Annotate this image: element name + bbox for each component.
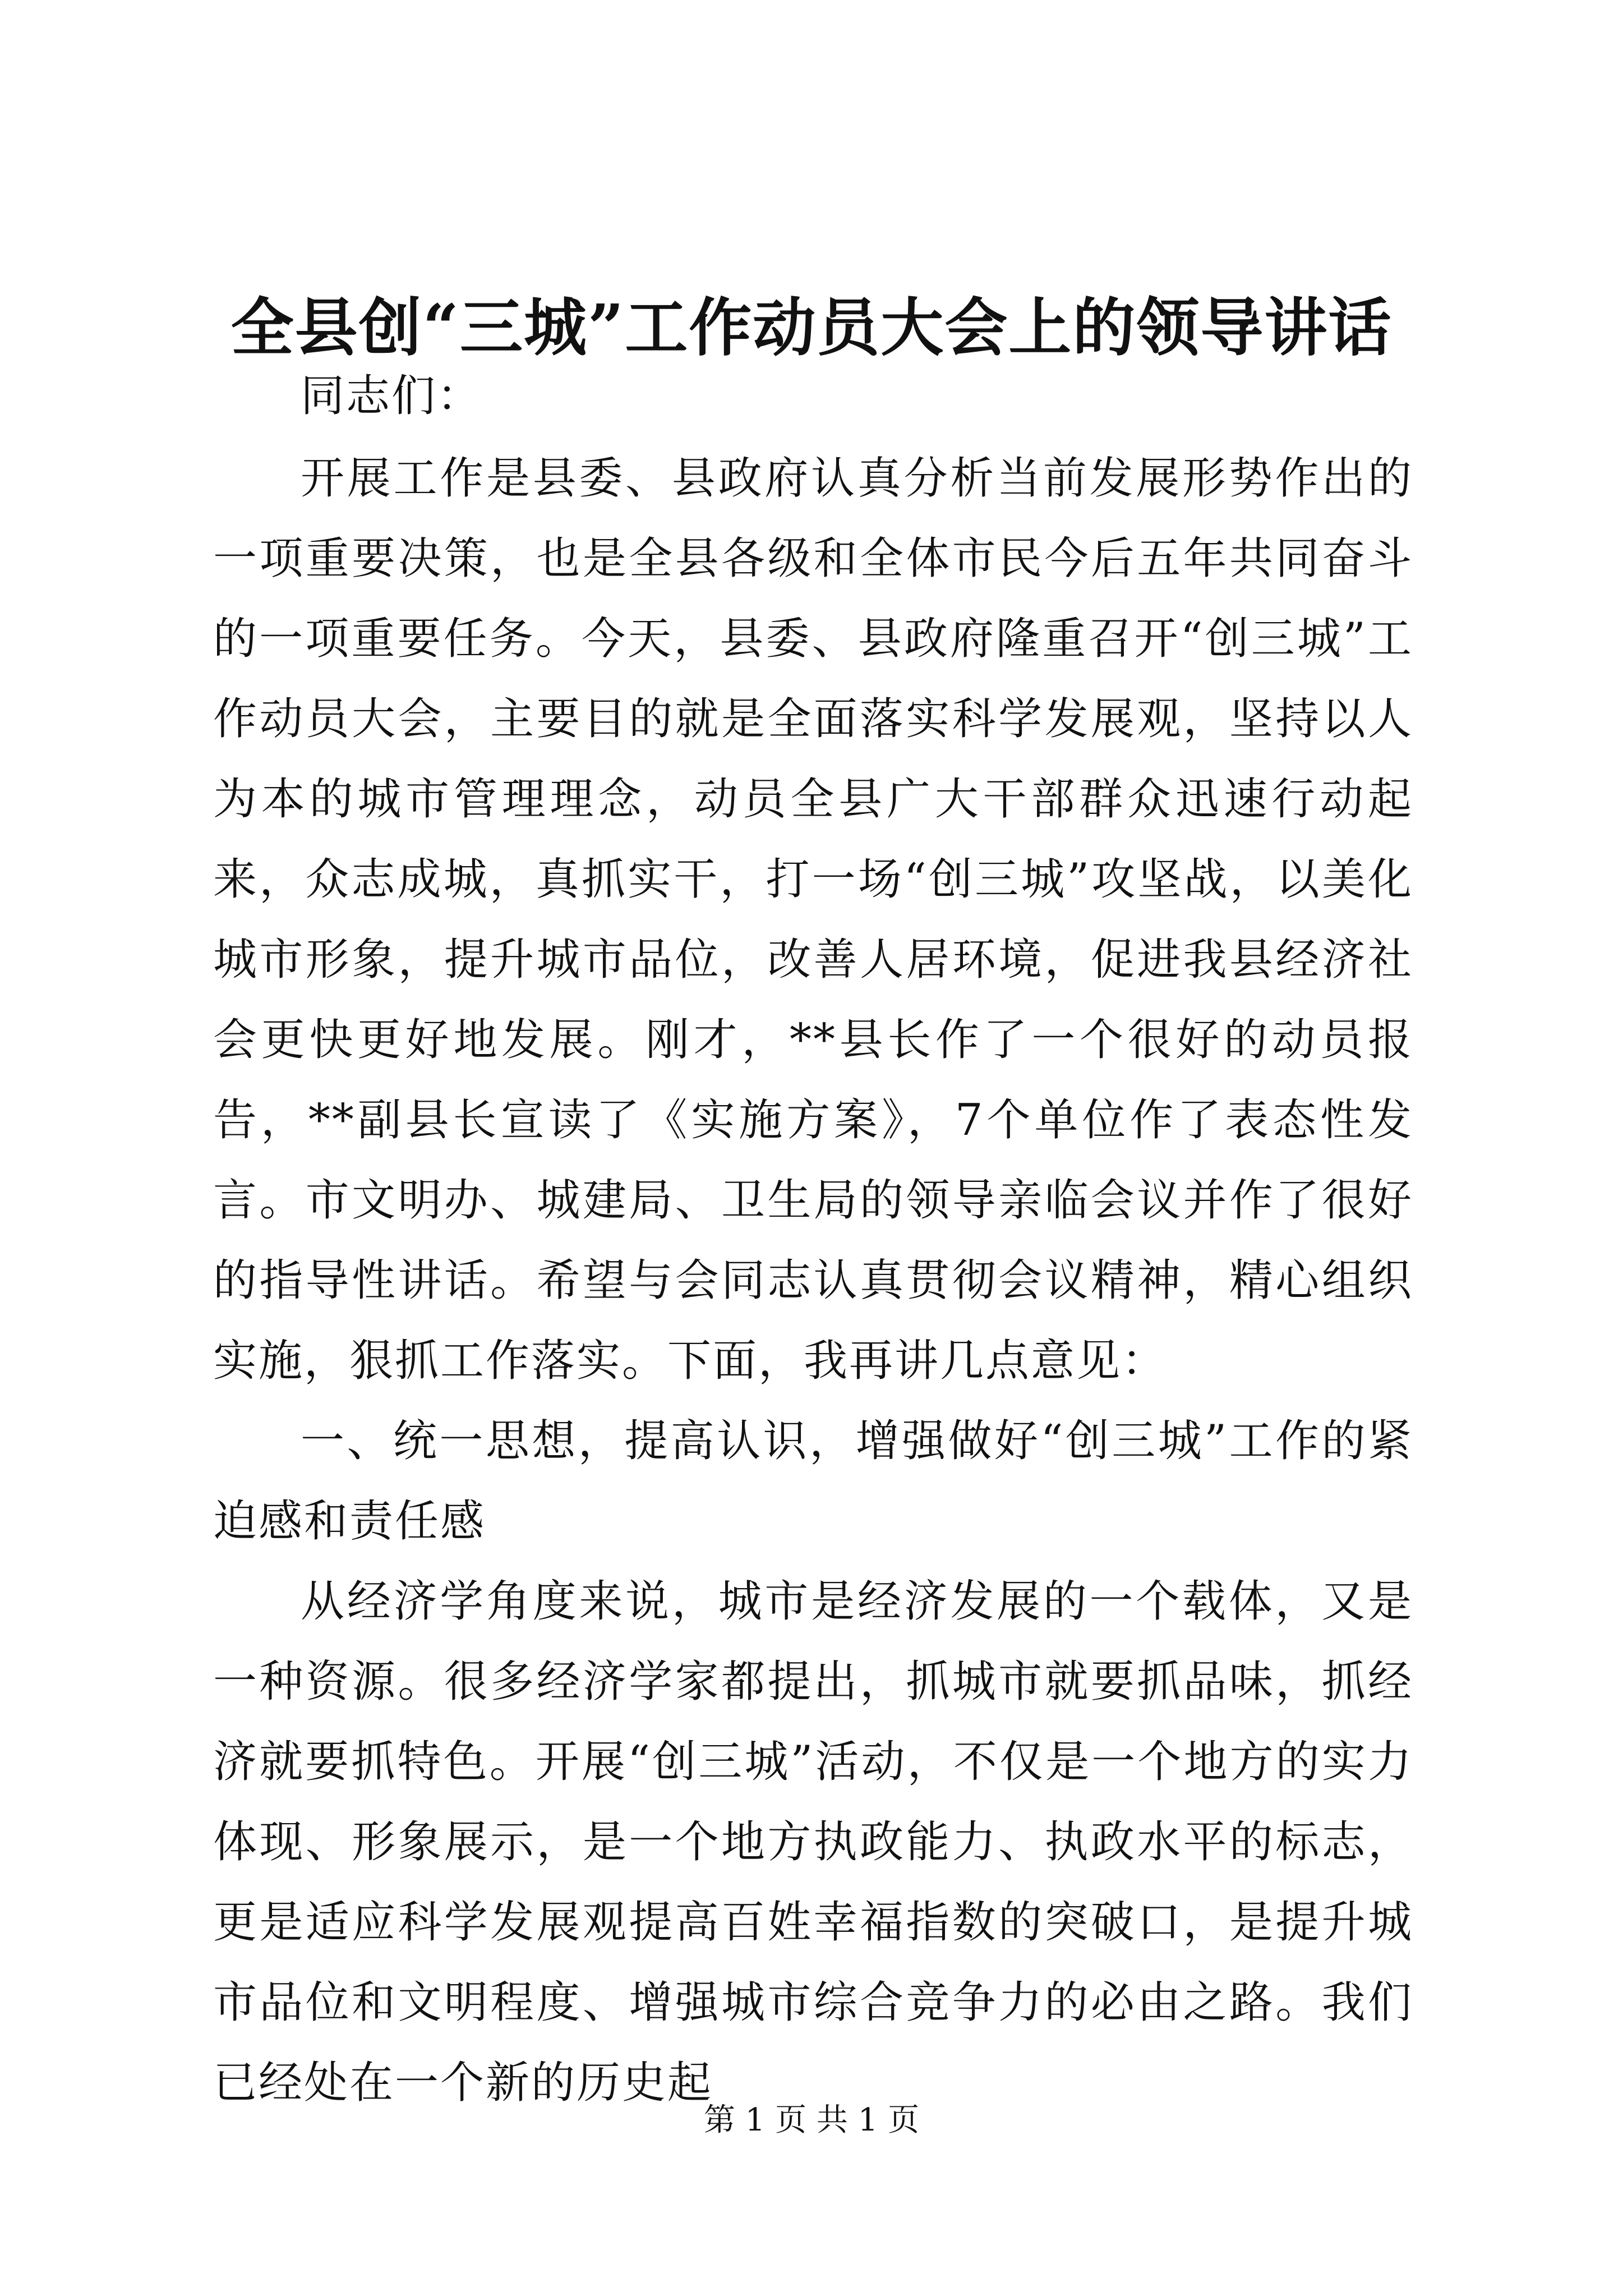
paragraph-intro: 开展工作是县委、县政府认真分析当前发展形势作出的一项重要决策，也是全县各级和全体市民今后五年共同奋斗的一项重要任务。今天，县委、县政府隆重召开“创三城”工作动员大会，主要目的就是全面落实科学发展观，坚持以人为本的城市管理理念，动员全县广大干部群众迅速行动起来，众志成城，真抓实干，打一场“创三城”攻坚战，以美化城市形象，提升城市品位，改善人居环境，促进我县经济社会更快更好地发展。刚才，**县长作了一个很好的动员报告，**副县长宣读了《实施方案》，7个单位作了表态性发言。市文明办、城建局、卫生局的领导亲临会议并作了很好的指导性讲话。希望与会同志认真贯彻会议精神，精心组织实施，狠抓工作落实。下面，我再讲几点意见： (213, 453, 1413, 1386)
section-heading-1: 一、统一思想，提高认识，增强做好“创三城”工作的紧迫感和责任感 (213, 1416, 1413, 1547)
document-body (213, 353, 1413, 2123)
document-title: 全县创“三城”工作动员大会上的领导讲话 (230, 291, 1393, 365)
page-number-footer: 第 1 页 共 1 页 (703, 2102, 920, 2138)
paragraph-section-1: 从经济学角度来说，城市是经济发展的一个载体，又是一种资源。很多经济学家都提出，抓城市就要抓品味，抓经济就要抓特色。开展“创三城”活动，不仅是一个地方的实力体现、形象展示，是一个地方执政能力、执政水平的标志，更是适应科学发展观提高百姓幸福指数的突破口，是提升城市品位和文明程度、增强城市综合竞争力的必由之路。我们已经处在一个新的历史起 (213, 1576, 1413, 2108)
salutation: 同志们： (301, 371, 483, 421)
